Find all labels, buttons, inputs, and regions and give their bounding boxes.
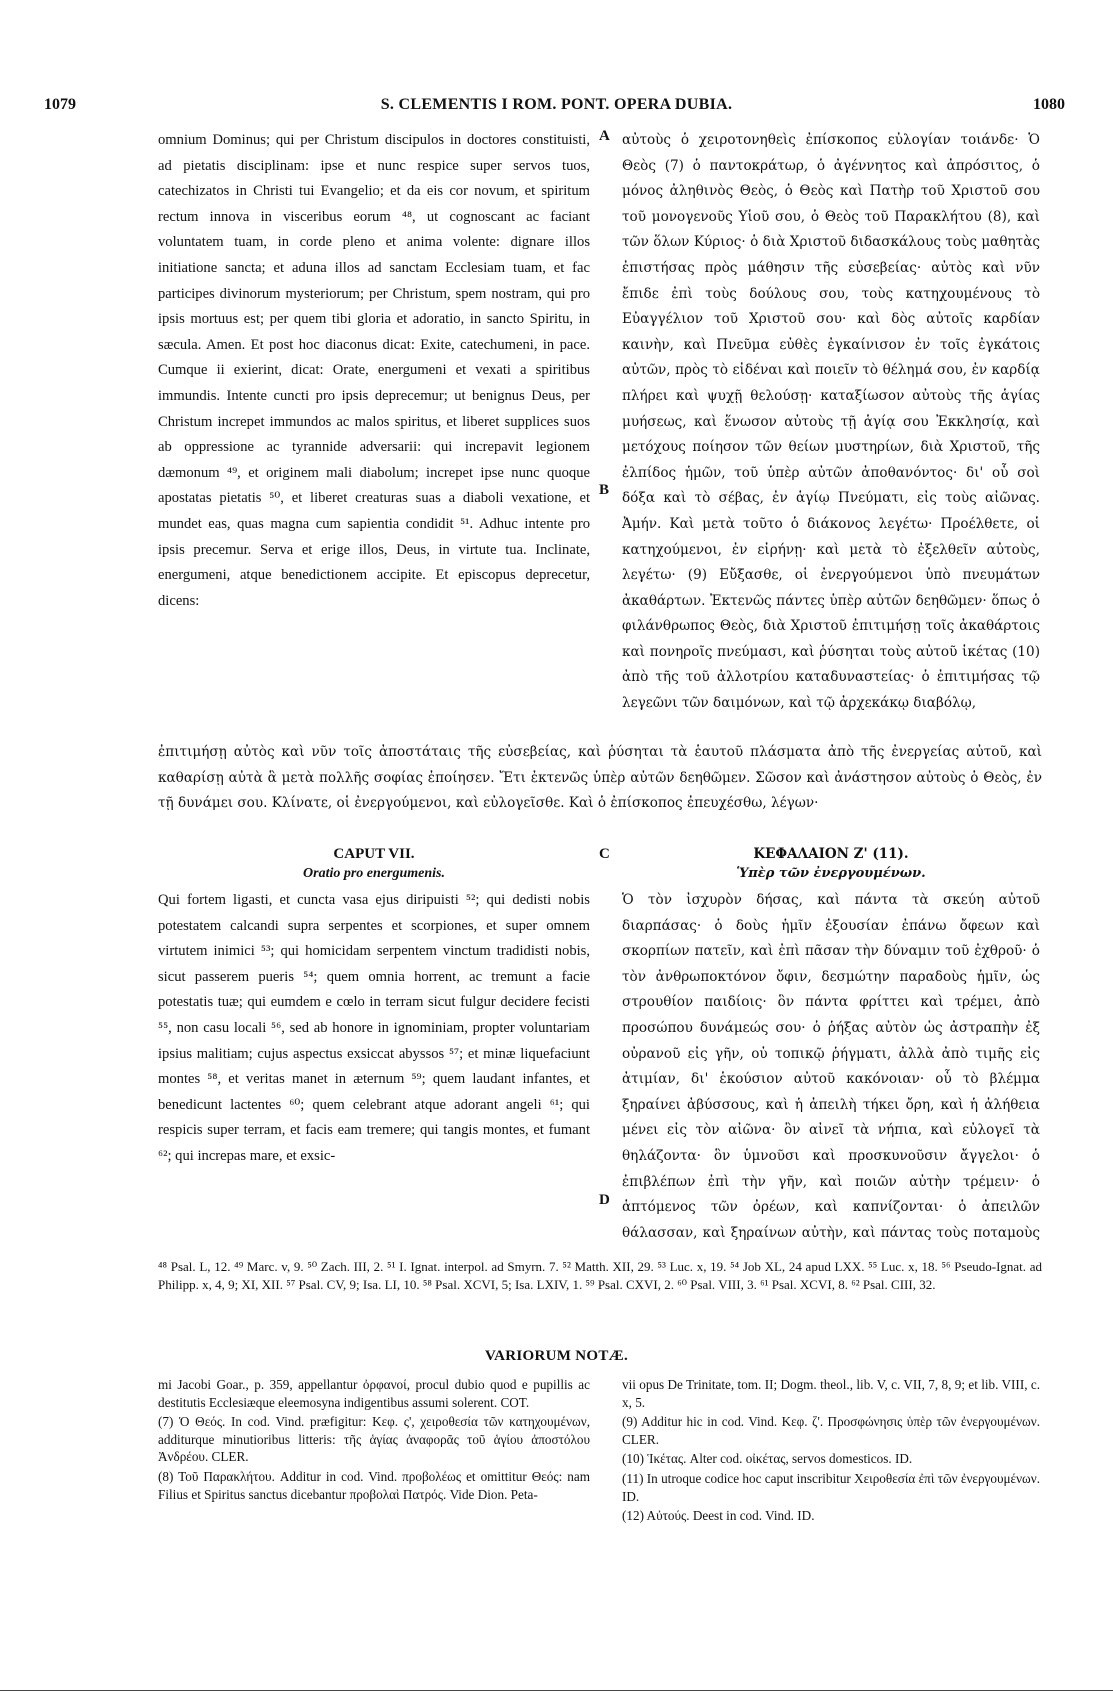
latin-column-bottom [158, 888, 590, 1248]
note-item: (12) Αὐτούς. Deest in cod. Vind. ID. [622, 1508, 815, 1524]
greek-text-top: αὐτοὺς ὁ χειροτονηθεὶς ἐπίσκοπος εὐλογίαν τοιάνδε· Ὁ Θεὸς (7) ὁ παντοκράτωρ, ὁ ἀγέννητος καὶ ἀπρόσιτος, ὁ μόνος ἀληθινὸς Θεὸς, ὁ Θεὸς καὶ Πατὴρ τοῦ Χριστοῦ σου τοῦ μονογενοῦς Υἱοῦ σου, ὁ Θεὸς τοῦ Παρακλήτου (8), καὶ τῶν ὅλων Κύριος· ὁ διὰ Χριστοῦ διδασκάλους τοὺς μαθητὰς ἐπιστήσας πρὸς μάθησιν τῆς εὐσεβείας· αὐτὸς καὶ νῦν ἔπιδε ἐπὶ τοὺς δούλους σου, τοὺς κατηχουμένους τὸ Εὐαγγέλιον τοῦ Χριστοῦ σου· καὶ δὸς αὐτοῖς καρδίαν καινὴν, καὶ Πνεῦμα εὐθὲς ἐγκαίνισον ἐν τοῖς ἐγκάτοις αὐτῶν, πρὸς τὸ εἰδέναι καὶ ποιεῖν τὸ θέλημά σου, ἐν καρδίᾳ πλήρει καὶ ψυχῇ θελούσῃ· καταξίωσον αὐτοὺς τῆς ἁγίας μυήσεως, καὶ ἕνωσον αὐτοὺς τῇ ἁγίᾳ σου Ἐκκλησίᾳ, καὶ μετόχους ποίησον τῶν θείων μυστηρίων, διὰ Χριστοῦ, τῆς ἐλπίδος ἡμῶν, τοῦ ὑπὲρ αὐτῶν ἀποθανόντος· δι' οὗ σοὶ δόξα καὶ τὸ σέβας, ἐν ἁγίῳ Πνεύματι, εἰς τοὺς αἰῶνας. Ἀμήν. Καὶ μετὰ τοῦτο ὁ διάκονος λεγέτω· Προέλθετε, οἱ κατηχούμενοι, ἐν εἰρήνῃ· καὶ μετὰ τὸ ἐξελθεῖν αὐτοὺς, λεγέτω· (9) Εὔξασθε, οἱ ἐνεργούμενοι ὑπὸ πνευμάτων ἀκαθάρτων. Ἐκτενῶς πάντες ὑπὲρ αὐτῶν δεηθῶμεν· ὅπως ὁ φιλάνθρωπος Θεὸς, διὰ Χριστοῦ ἐπιτιμήσῃ τοῖς ἀκαθάρτοις καὶ πονηροῖς πνεύμασι, καὶ ῥύσηται τοὺς αὐτοῦ ἱκέτας (10) ἀπὸ τῆς τοῦ ἀλλοτρίου καταδυναστείας· ὁ ἐπιτιμήσας τῷ λεγεῶνι τῶν δαιμόνων, καὶ τῷ ἀρχεκάκῳ διαβόλῳ, [622, 132, 1040, 712]
latin-text-bottom: Qui fortem ligasti, et cuncta vasa ejus diripuisti ⁵²; qui dedisti nobis potestatem calcandi supra serpentes et scorpiones, et super omnem virtutem inimici ⁵³; qui homicidam serpentem vinctum tradidisti nobis, sicut passerem pueris ⁵⁴; quem omnia horrent, ac tremunt a facie potestatis tuæ; qui eumdem e cœlo in terram sicut fulgur decidere fecisti ⁵⁵, non casu locali ⁵⁶, sed ab honore in ignominiam, propter voluntariam ipsius malitiam; cujus aspectus exsiccat abyssos ⁵⁷; et minæ liquefaciunt montes ⁵⁸, et veritas manet in æternum ⁵⁹; quem laudant infantes, et benedicunt lactentes ⁶⁰; quem celebrant atque adorant angeli ⁶¹; qui respicis super terram, et facis eam tremere; qui tangis montes, et fumant ⁶²; qui increpas mare, et exsic- [158, 892, 590, 1164]
note-item: (8) Τοῦ Παρακλήτου. Additur in cod. Vind. προβολέως et omittitur Θεός: nam Filius et Spiritus sanctus dicebantur προβολαὶ Πατρός. Vide Dion. Peta- [158, 1468, 590, 1502]
margin-marker-b: B [599, 482, 610, 498]
margin-marker-d: D [599, 1192, 610, 1208]
bottom-edge-rule [0, 1690, 1113, 1691]
greek-column-bottom [622, 888, 1040, 1248]
caput-latin-subtitle: Oratio pro energumenis. [303, 866, 445, 881]
note-item: (9) Additur hic in cod. Vind. Κεφ. ζ'. Προσφώνησις ὑπὲρ τῶν ἐνεργουμένων. CLER. [622, 1414, 1040, 1447]
scripture-footnotes: ⁴⁸ Psal. L, 12. ⁴⁹ Marc. v, 9. ⁵⁰ Zach. III, 2. ⁵¹ I. Ignat. interpol. ad Smyrn. 7. ⁵² Matth. XII, 29. ⁵³ Luc. x, 19. ⁵⁴ Job XL, 24 apud LXX. ⁵⁵ Luc. x, 18. ⁵⁶ Pseudo-Ignat. ad Philipp. x, 4, 9; XI, XII. ⁵⁷ Psal. CV, 9; Isa. LI, 10. ⁵⁸ Psal. XCVI, 5; Isa. LXIV, 1. ⁵⁹ Psal. CXVI, 2. ⁶⁰ Psal. VIII, 3. ⁶¹ Psal. XCVI, 8. ⁶² Psal. CIII, 32. [158, 1259, 1042, 1292]
running-title: S. CLEMENTIS I ROM. PONT. OPERA DUBIA. [380, 96, 733, 113]
greek-text-bottom: Ὁ τὸν ἰσχυρὸν δήσας, καὶ πάντα τὰ σκεύη αὐτοῦ διαρπάσας· ὁ δοὺς ἡμῖν ἐξουσίαν ἐπάνω ὄφεων καὶ σκορπίων πατεῖν, καὶ ἐπὶ πᾶσαν τὴν δύναμιν τοῦ ἐχθροῦ· ὁ τὸν ἀνθρωποκτόνον ὄφιν, δεσμώτην παραδοὺς ἡμῖν, ὡς στρουθίον παιδίοις· ὃν πάντα φρίττει καὶ τρέμει, ἀπὸ προσώπου δυνάμεώς σου· ὁ ῥήξας αὐτὸν ὡς ἀστραπὴν ἐξ οὐρανοῦ εἰς γῆν, οὐ τοπικῷ ῥήγματι, ἀλλὰ ἀπὸ τιμῆς εἰς ἀτιμίαν, δι' ἑκούσιον αὐτοῦ κακόνοιαν· οὗ τὸ βλέμμα ξηραίνει ἀβύσσους, καὶ ἡ ἀπειλὴ τήκει ὄρη, καὶ ἡ ἀλήθεια μένει εἰς τὸν αἰῶνα· ὃν αἰνεῖ τὰ νήπια, καὶ εὐλογεῖ τὰ θηλάζοντα· ὃν ὑμνοῦσι καὶ προσκυνοῦσιν ἄγγελοι· ὁ ἐπιβλέπων ἐπὶ τὴν γῆν, καὶ ποιῶν αὐτὴν τρέμειν· ὁ ἁπτόμενος τῶν ὀρέων, καὶ καπνίζονται· ὁ ἀπειλῶν θάλασσαν, καὶ ξηραίνων αὐτὴν, καὶ πάντας τοὺς ποταμοὺς [622, 892, 1040, 1241]
caput-greek-subtitle: Ὑπὲρ τῶν ἐνεργουμένων. [736, 866, 926, 881]
note-item: vii opus De Trinitate, tom. II; Dogm. theol., lib. V, c. VII, 7, 8, 9; et lib. VIII, c. x, 5. [622, 1377, 1040, 1410]
note-item: (7) Ὁ Θεός. In cod. Vind. præfigitur: Κεφ. ς', χειροθεσία τῶν κατηχουμένων, additurque minutioribus litteris: τῆς ἁγίας ἀναφορᾶς τοῦ ἁγίου ἀποστόλου Ἀνδρέου. CLER. [158, 1414, 590, 1465]
notes-title: VARIORUM NOTÆ. [484, 1348, 629, 1364]
latin-text-top: omnium Dominus; qui per Christum discipulos in doctores constituisti, ad pietatis disciplinam: ipse et nunc respice super servos tuos, catechizatos in Christi tui Evangelio; et da eis cor novum, et spiritum rectum innova in visceribus eorum ⁴⁸, ut cognoscant ac faciant voluntatem tuam, in corde pleno et anima volente: dignare illos initiatione sancta; et aduna illos ad sanctam Ecclesiam tuam, et fac participes divinorum mysteriorum; per Christum, spem nostram, qui pro ipsis mortuus est; per quem tibi gloria et adoratio, in sancto Spiritu, in sæcula. Amen. Et post hoc diaconus dicat: Exite, catechumeni, in pace. Cumque ii exierint, dicat: Orate, energumeni et vexati a spiritibus immundis. Intente cuncti pro ipsis deprecemur; ut benignus Deus, per Christum increpet immundos ac malos spiritus, et liberet supplices suos ab oppressione ac tyrannide adversarii: qui increpavit legionem dæmonum ⁴⁹, et originem mali diabolum; increpet ipse nunc quoque apostatas pietatis ⁵⁰, et liberet creaturas suas a diaboli vexatione, et mundet eas, quas magna cum sapientia condidit ⁵¹. Adhuc intente pro ipsis precemur. Serva et erige illos, Deus, in virtute tua. Inclinate, energumeni, atque benedictionem accipite. Et episcopus deprecetur, dicens: [158, 132, 590, 609]
note-item: (10) Ἱκέτας. Alter cod. οἰκέτας, servos domesticos. ID. [622, 1451, 913, 1467]
note-item: (11) In utroque codice hoc caput inscribitur Χειροθεσία ἐπὶ τῶν ἐνεργουμένων. ID. [622, 1470, 1040, 1504]
running-header [40, 96, 1073, 122]
caput-greek-title: ΚΕΦΑΛΑΙΟΝ Ζ' (11). [753, 846, 909, 862]
margin-marker-c: C [599, 846, 610, 862]
note-item: mi Jacobi Goar., p. 359, appellantur ὀρφανοί, procul dubio quod e pupillis ac destitutis Ecclesiæque eleemosyna indigentibus assumi solerent. COT. [158, 1377, 590, 1410]
page-number-right: 1080 [1033, 96, 1065, 113]
notes-column-right [622, 1376, 1040, 1527]
caput-latin-title: CAPUT VII. [333, 846, 415, 862]
notes-column-left [158, 1376, 590, 1505]
page-number-left: 1079 [44, 96, 76, 113]
margin-marker-a: A [599, 128, 610, 144]
greek-full-width-text: ἐπιτιμήσῃ αὐτὸς καὶ νῦν τοῖς ἀποστάταις τῆς εὐσεβείας, καὶ ῥύσηται τὰ ἑαυτοῦ πλάσματα ἀπὸ τῆς ἐνεργείας αὐτοῦ, καὶ καθαρίσῃ αὐτὰ ἃ μετὰ πολλῆς σοφίας ἐποίησεν. Ἔτι ἐκτενῶς ὑπὲρ αὐτῶν δεηθῶμεν. Σῶσον καὶ ἀνάστησον αὐτοὺς ὁ Θεὸς, ἐν τῇ δυνάμει σου. Κλίνατε, οἱ ἐνεργούμενοι, καὶ εὐλογεῖσθε. Καὶ ὁ ἐπίσκοπος ἐπευχέσθω, λέγων· [158, 744, 1042, 812]
greek-column-top [622, 128, 1040, 740]
latin-column-top [158, 128, 590, 740]
